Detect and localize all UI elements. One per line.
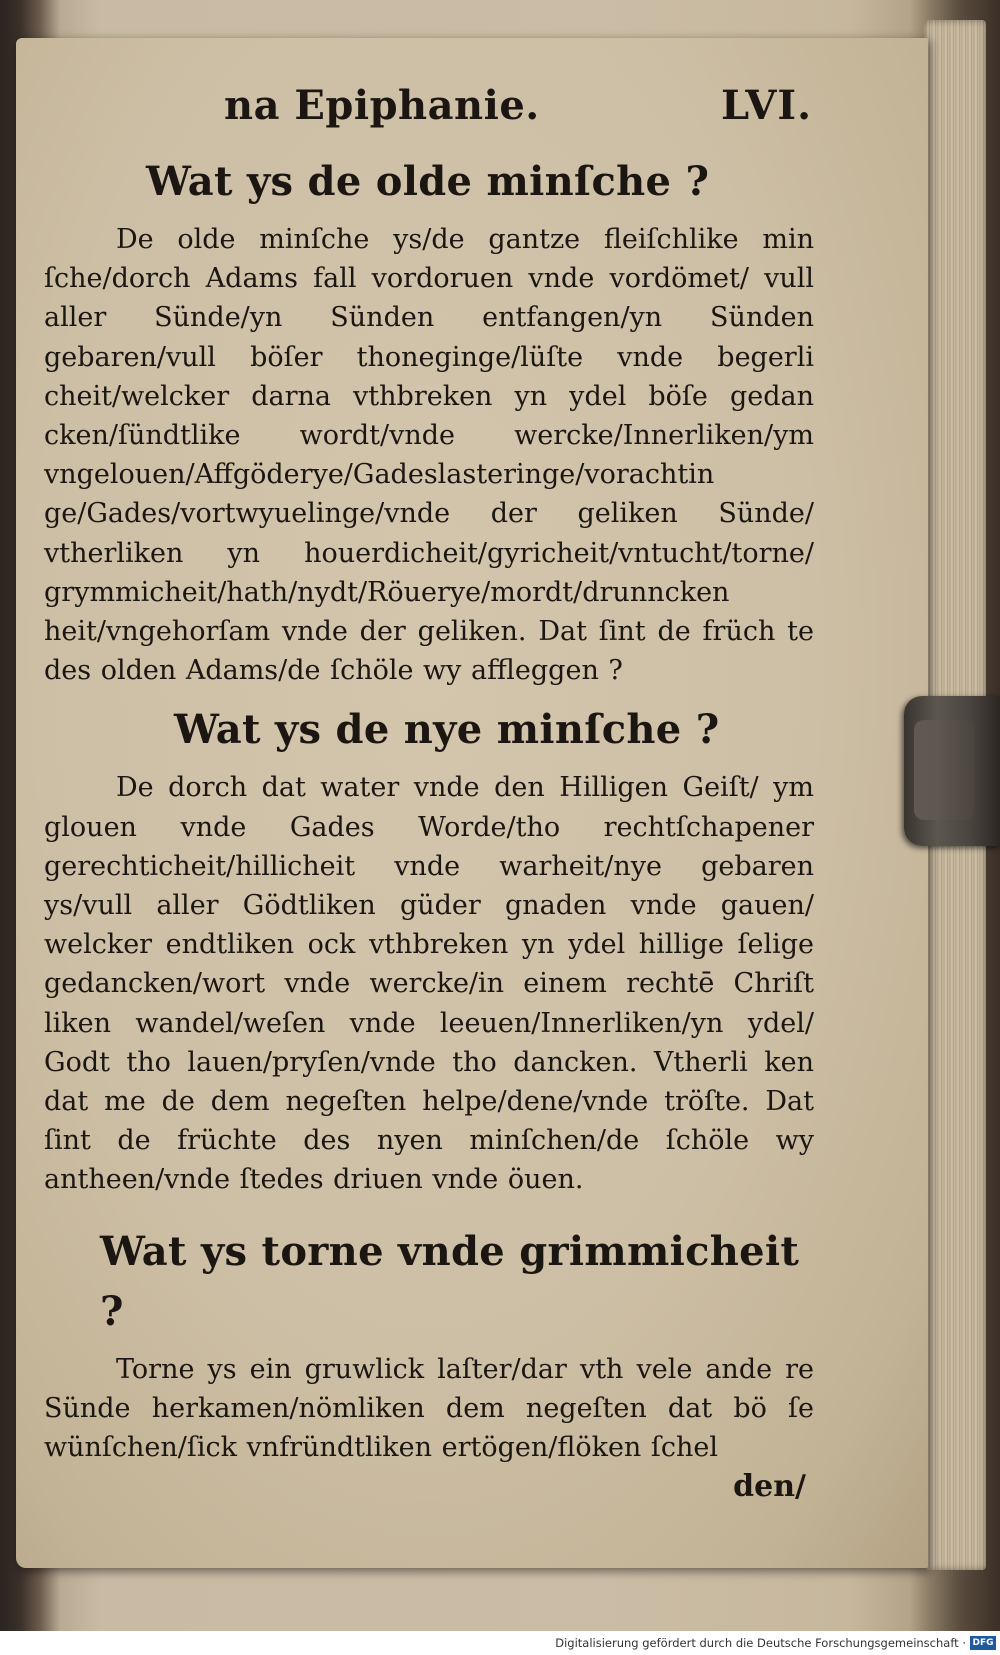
question-heading: Wat ys de olde minſche ?	[146, 158, 710, 205]
catchword: den/	[733, 1469, 806, 1505]
running-head	[44, 82, 814, 146]
answer-paragraph: Torne ys ein gruwlick laſter/dar vth vele ande re Sünde herkamen/nömliken dem negeſten dat bö ſe wünſchen/ſick vnfründtliken ertögen/flöken ſchel	[44, 1353, 814, 1464]
question-heading: Wat ys de nye minſche ?	[174, 706, 720, 754]
question-heading: Wat ys torne vnde grimmicheit ?	[100, 1227, 800, 1335]
answer-paragraph: De dorch dat water vnde den Hilligen Geiſt/ ym glouen vnde Gades Worde/tho rechtſchapener gerechticheit/hillicheit vnde warheit/nye gebaren ys/vull aller Gödtliken güder gnaden vnde gauen/ welcker endtliken ock vthbreken yn ydel hillige ſelige gedancken/wort vnde wercke/in einem rechtē Chriſt liken wandel/weſen vnde leeuen/Innerliken/yn ydel/ Godt tho lauen/pryſen/vnde tho dancken. Vtherli ken dat me de dem negeſten helpe/dene/vnde tröſte. Dat ſint de früchte des nyen minſchen/de ſchöle wy antheen/vnde ſtedes driuen vnde öuen.	[44, 772, 814, 1196]
footer-credit: Digitalisierung gefördert durch die Deutsche Forschungsgemeinschaft ·	[555, 1636, 966, 1650]
clasp-plate	[914, 720, 974, 820]
book-clasp	[904, 696, 1000, 846]
digitization-footer	[0, 1631, 1000, 1655]
dfg-logo[interactable]: DFG	[970, 1636, 996, 1650]
running-head-title: na Epiphanie.	[224, 82, 540, 129]
answer-paragraph: De olde minſche ys/de gantze fleiſchlike min ſche/dorch Adams fall vordoruen vnde vordömet/ vull aller Sünde/yn Sünden entfangen/yn Sünden gebaren/vull böſer thoneginge/lüſte vnde begerli cheit/welcker darna vthbreken yn ydel böſe gedan cken/ſündtlike wordt/vnde wercke/Innerliken/ym vngelouen/Affgöderye/Gadeslasteringe/vorachtin ge/Gades/vortwyuelinge/vnde der geliken Sünde/ vtherliken yn houerdicheit/gyricheit/vntucht/torne/ grymmicheit/hath/nydt/Röuerye/mordt/drunncken heit/vngehorſam vnde der geliken. Dat ſint de früch te des olden Adams/de ſchöle wy affleggen ?	[44, 224, 814, 687]
folio-number: LVI.	[720, 82, 812, 129]
page-text	[44, 82, 814, 1504]
